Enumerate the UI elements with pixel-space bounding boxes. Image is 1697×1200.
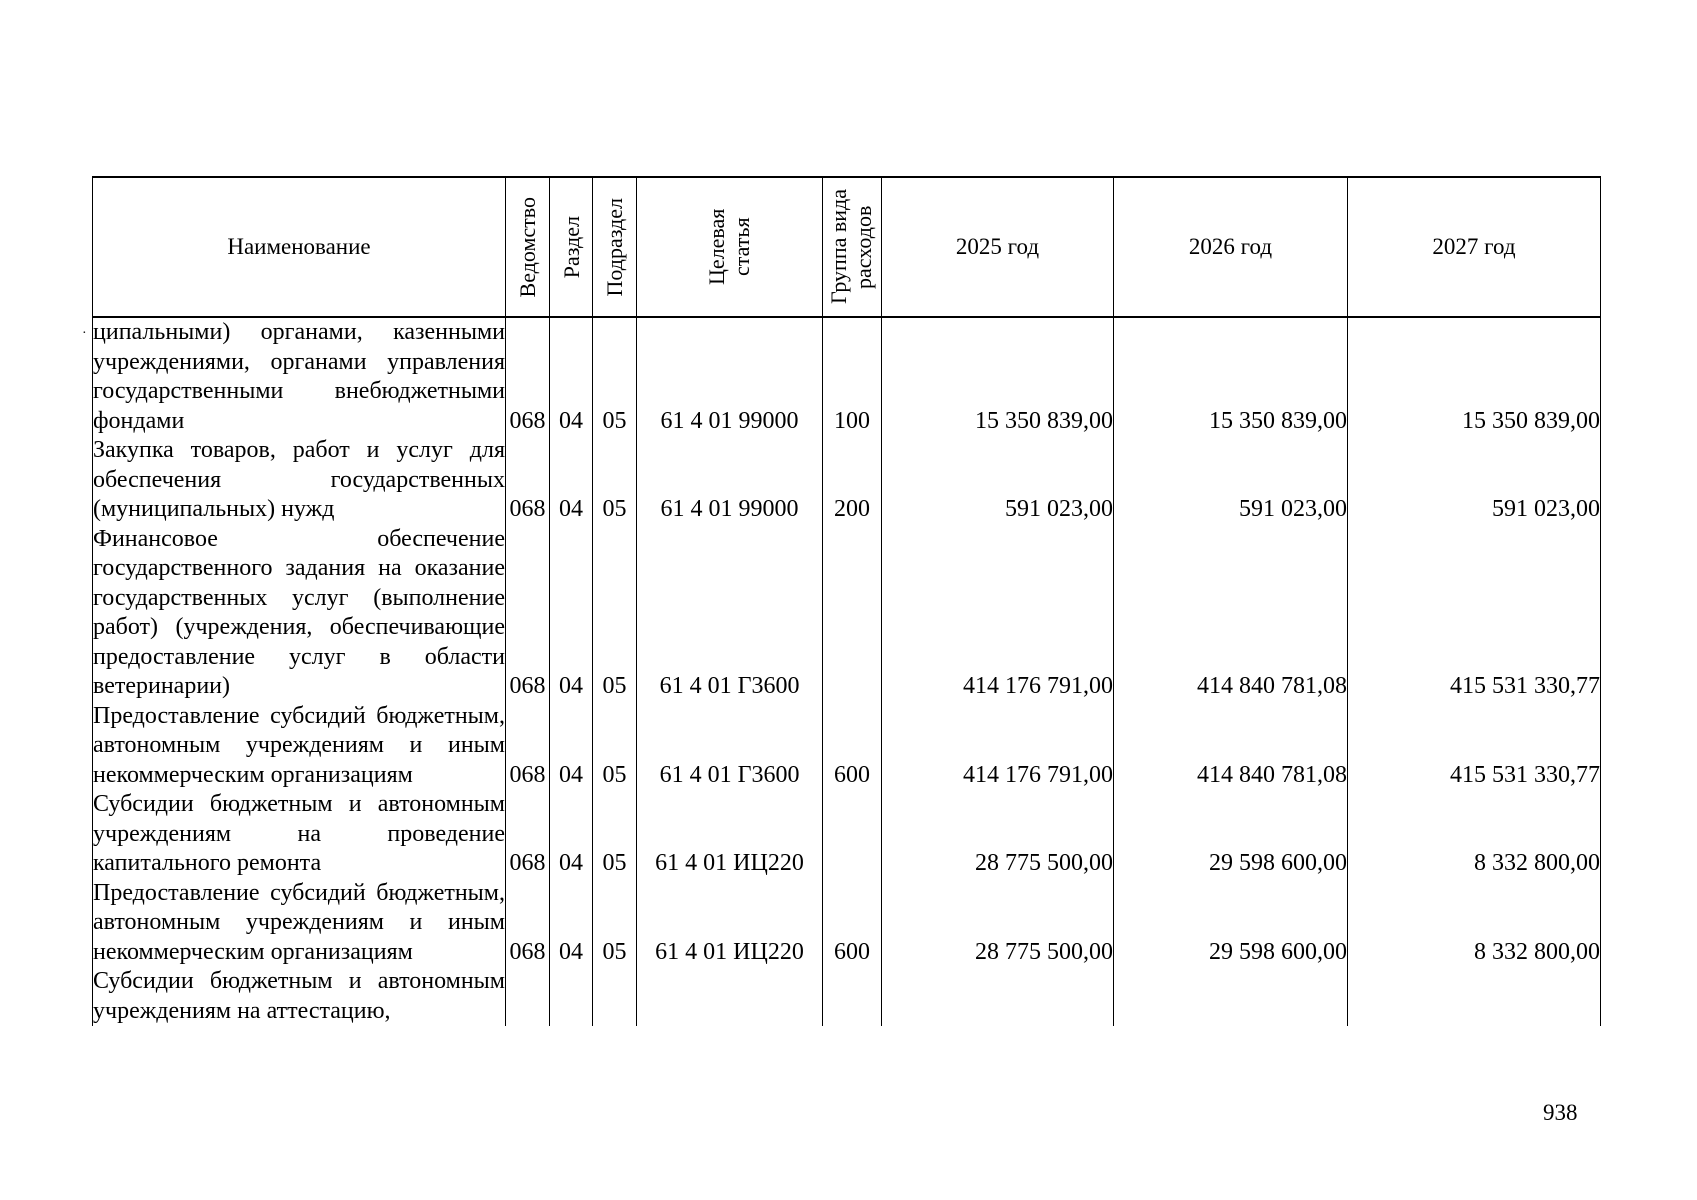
header-year-2026: 2026 год: [1114, 177, 1348, 317]
row-target-article: 61 4 01 Г3600: [637, 525, 823, 702]
header-vedomstvo: Ведомство: [506, 177, 550, 317]
row-amount-2027: [1348, 967, 1601, 1026]
row-amount-2026: [1114, 967, 1348, 1026]
row-amount-2025: 28 775 500,00: [882, 879, 1114, 968]
row-amount-2026: 591 023,00: [1114, 436, 1348, 525]
row-target-article: 61 4 01 99000: [637, 317, 823, 436]
row-name: Закупка товаров, работ и услуг для обеспечения государственных (муниципальных) нужд: [93, 436, 506, 525]
table-row: [93, 790, 1601, 879]
header-name: Наименование: [93, 177, 506, 317]
row-expense-group: 600: [823, 879, 882, 968]
table-row: [93, 525, 1601, 702]
row-amount-2026: 414 840 781,08: [1114, 702, 1348, 791]
header-expense-group: Группа вида расходов: [823, 177, 882, 317]
row-expense-group: 100: [823, 317, 882, 436]
row-expense-group: [823, 525, 882, 702]
header-year-2027: 2027 год: [1348, 177, 1601, 317]
row-target-article: 61 4 01 Г3600: [637, 702, 823, 791]
row-podrazdel: 05: [593, 436, 637, 525]
row-target-article: 61 4 01 99000: [637, 436, 823, 525]
row-name: Финансовое обеспечение государственного задания на оказание государственных услуг (выполнение работ) (учреждения, обеспечивающие предоставление услуг в области ветеринарии): [93, 525, 506, 702]
table-row: [93, 879, 1601, 968]
row-amount-2027: 8 332 800,00: [1348, 790, 1601, 879]
row-amount-2027: 591 023,00: [1348, 436, 1601, 525]
row-razdel: 04: [550, 879, 593, 968]
row-podrazdel: [593, 967, 637, 1026]
row-razdel: 04: [550, 317, 593, 436]
row-amount-2025: 28 775 500,00: [882, 790, 1114, 879]
row-razdel: [550, 967, 593, 1026]
table-row: [93, 317, 1601, 436]
row-amount-2027: 415 531 330,77: [1348, 525, 1601, 702]
budget-table: [92, 176, 1601, 1026]
page-number: 938: [1543, 1100, 1578, 1125]
table-row: [93, 436, 1601, 525]
row-expense-group: 600: [823, 702, 882, 791]
row-target-article: [637, 967, 823, 1026]
row-name: Субсидии бюджетным и автономным учреждениям на аттестацию,: [93, 967, 506, 1026]
scan-artifact-dot: ·: [82, 326, 87, 341]
row-vedomstvo: 068: [506, 317, 550, 436]
row-name: Субсидии бюджетным и автономным учреждениям на проведение капитального ремонта: [93, 790, 506, 879]
row-razdel: 04: [550, 790, 593, 879]
table-row: [93, 967, 1601, 1026]
header-razdel: Раздел: [550, 177, 593, 317]
row-target-article: 61 4 01 ИЦ220: [637, 790, 823, 879]
row-amount-2025: 414 176 791,00: [882, 702, 1114, 791]
row-amount-2025: 15 350 839,00: [882, 317, 1114, 436]
row-razdel: 04: [550, 525, 593, 702]
row-expense-group: 200: [823, 436, 882, 525]
table-row: [93, 702, 1601, 791]
row-name: Предоставление субсидий бюджетным, автономным учреждениям и иным некоммерческим организациям: [93, 702, 506, 791]
row-podrazdel: 05: [593, 879, 637, 968]
row-podrazdel: 05: [593, 702, 637, 791]
row-vedomstvo: 068: [506, 790, 550, 879]
header-year-2025: 2025 год: [882, 177, 1114, 317]
row-razdel: 04: [550, 436, 593, 525]
row-vedomstvo: 068: [506, 879, 550, 968]
row-vedomstvo: 068: [506, 436, 550, 525]
row-amount-2026: 15 350 839,00: [1114, 317, 1348, 436]
table-header-row: [93, 177, 1601, 317]
row-amount-2027: 15 350 839,00: [1348, 317, 1601, 436]
row-amount-2026: 29 598 600,00: [1114, 879, 1348, 968]
row-amount-2025: 591 023,00: [882, 436, 1114, 525]
row-amount-2026: 414 840 781,08: [1114, 525, 1348, 702]
header-target-article: Целевая статья: [637, 177, 823, 317]
row-vedomstvo: [506, 967, 550, 1026]
row-podrazdel: 05: [593, 790, 637, 879]
row-podrazdel: 05: [593, 525, 637, 702]
row-amount-2025: [882, 967, 1114, 1026]
row-amount-2025: 414 176 791,00: [882, 525, 1114, 702]
row-name: ципальными) органами, казенными учреждениями, органами управления государственными внебюджетными фондами: [93, 317, 506, 436]
row-amount-2026: 29 598 600,00: [1114, 790, 1348, 879]
header-podrazdel: Подраздел: [593, 177, 637, 317]
row-amount-2027: 8 332 800,00: [1348, 879, 1601, 968]
row-vedomstvo: 068: [506, 525, 550, 702]
row-vedomstvo: 068: [506, 702, 550, 791]
row-amount-2027: 415 531 330,77: [1348, 702, 1601, 791]
row-razdel: 04: [550, 702, 593, 791]
row-expense-group: [823, 967, 882, 1026]
row-expense-group: [823, 790, 882, 879]
row-podrazdel: 05: [593, 317, 637, 436]
row-name: Предоставление субсидий бюджетным, автономным учреждениям и иным некоммерческим организациям: [93, 879, 506, 968]
row-target-article: 61 4 01 ИЦ220: [637, 879, 823, 968]
